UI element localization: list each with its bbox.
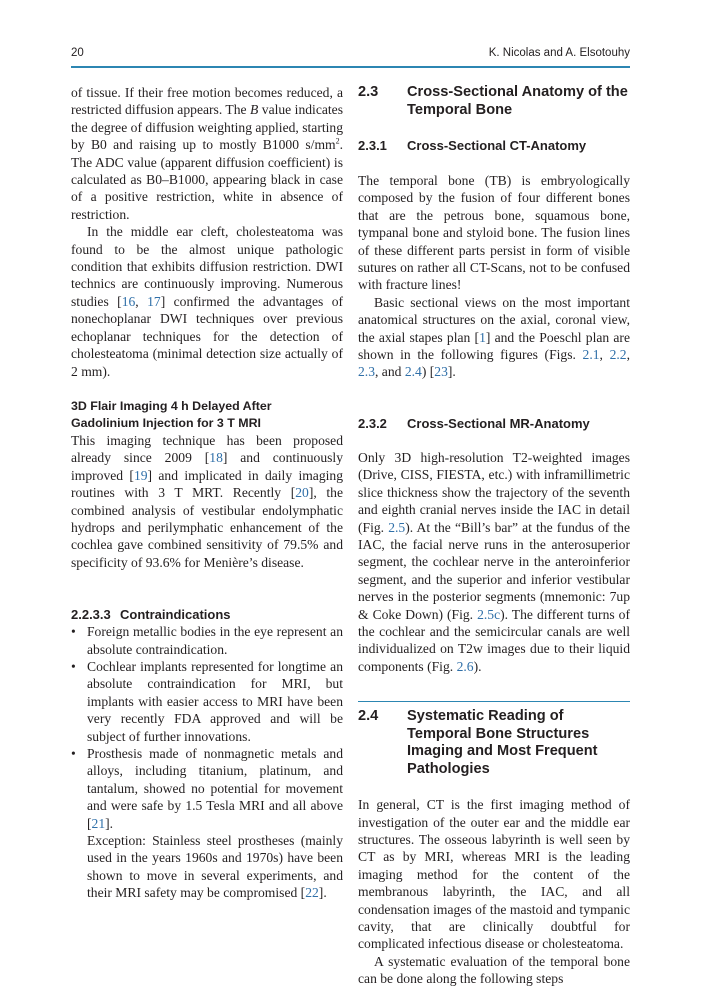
- section-number: 2.3.2: [358, 415, 387, 431]
- paragraph-diffusion: of tissue. If their free motion becomes reduced, a restricted diffusion appears. The B value indicates the degree of diffusion weighting applied, starting by B0 and raising up to mostly B1000 $s/mm^2$. The ADC value (apparent diffusion coefficient) is calculated as B0–B1000, appearing black in case of a positive restriction, white in absence of restriction.: [71, 85, 343, 222]
- running-head-authors: K. Nicolas and A. Elsotouhy: [488, 47, 630, 59]
- citation-23[interactable]: 23: [434, 364, 448, 380]
- figure-link-2-3[interactable]: 2.3: [358, 364, 375, 380]
- figure-link-2-1[interactable]: 2.1: [582, 347, 600, 363]
- section-heading-2-4: [358, 708, 630, 778]
- list-item: • Cochlear implants represented for longtime an absolute contraindication for MRI, but implants with easier access to MRI have been very recently FDA approved and will be subject of further innovations.: [71, 658, 343, 745]
- figure-link-2-5[interactable]: 2.5: [388, 519, 406, 535]
- section-title: Systematic Reading of Temporal Bone Structures Imaging and Most Frequent Pathologies: [407, 708, 598, 777]
- left-column: [71, 84, 343, 902]
- figure-link-2-5c[interactable]: 2.5c: [477, 606, 501, 622]
- section-heading-2-3-1: [358, 137, 630, 154]
- section-number: 2.2.3.3: [71, 607, 111, 623]
- runin-heading-3d-flair: 3D Flair Imaging 4 h Delayed After Gadolinium Injection for 3 T MRI: [71, 398, 272, 430]
- citation-18[interactable]: 18: [209, 450, 223, 466]
- paragraph-temporal-bone: The temporal bone (TB) is embryologically composed by the fusion of four different bones that are the petrous bone, squamous bone, tympanal bone and styloid bone. The fusion lines of these different parts persist in form of visible sutures on rather all CT-Scans, not to be confused with fracture lines!: [358, 173, 630, 293]
- citation-20[interactable]: 20: [295, 485, 309, 501]
- exception-note: Exception: Stainless steel prostheses (mainly used in the years 1960s and 1970s) have been shown to move in several experiments, and their MRI safety may be compromised [22].: [87, 833, 343, 901]
- section-title: Cross-Sectional Anatomy of the Temporal Bone: [407, 84, 628, 118]
- section-number: 2.3.1: [358, 138, 387, 153]
- citation-1[interactable]: 1: [479, 329, 486, 345]
- citation-21[interactable]: 21: [91, 815, 106, 831]
- paragraph-3d-flair: This imaging technique has been proposed already since 2009 [18] and continuously improved [19] and implicated in daily imaging routines with 3 T MRT. Recently [20], the combined analysis of vestibular endolymphatic hydrops and perilymphatic enhancement of the cochlea gave combined sensitivity of 79.5% and specificity of 93.6% for Menière’s disease.: [71, 432, 343, 570]
- paragraph-ct-mri: In general, CT is the first imaging method of investigation of the outer ear and the middle ear structures. The osseous labyrinth is well seen by CT as by MRI, whereas MRI is the leading imaging method for the content of the membranous labyrinth, the IAC, and all condensation images of the mastoid and tympanic cavity, that are clinically doubtful for complicated infectious disease or cholesteatoma.: [358, 797, 630, 952]
- page-number: 20: [71, 47, 84, 59]
- section-title: Contraindications: [120, 607, 231, 623]
- running-header: [71, 46, 630, 64]
- header-rule: [71, 66, 630, 68]
- right-column: [358, 84, 630, 988]
- citation-22[interactable]: 22: [305, 885, 319, 901]
- section-title: Cross-Sectional MR-Anatomy: [407, 415, 590, 431]
- figure-link-2-4[interactable]: 2.4: [404, 364, 422, 380]
- figure-link-2-2[interactable]: 2.2: [609, 347, 627, 363]
- section-heading-2-3-2: [358, 415, 630, 432]
- citation-19[interactable]: 19: [133, 467, 148, 483]
- figure-link-2-6[interactable]: 2.6: [456, 658, 474, 674]
- list-item: • Prosthesis made of nonmagnetic metals and alloys, including titanium, platinum, and tantalum, showed no potential for movement and were safe by 1.5 Tesla MRI and all above [21]. Exception: Stainless steel prostheses (mainly used in the years 1960s and 1970s) have been shown to move in several experiments, and their MRI safety may be compromised [22].: [71, 745, 343, 902]
- section-heading-contraindications: [71, 606, 343, 623]
- section-heading-2-3: [358, 84, 630, 119]
- citation-17[interactable]: 17: [147, 293, 161, 309]
- section-number: 2.3: [358, 84, 379, 100]
- contraindications-list: [71, 623, 343, 902]
- paragraph-sectional-views: Basic sectional views on the most important anatomical structures on the axial, coronal view, the axial stapes plan [1] and the Poeschl plan are shown in the following figures (Figs. 2.1, 2.2, 2.3, and 2.4) [23].: [358, 294, 631, 380]
- list-item: • Foreign metallic bodies in the eye represent an absolute contraindication.: [71, 623, 343, 658]
- citation-16[interactable]: 16: [121, 293, 136, 309]
- section-number: 2.4: [358, 708, 379, 725]
- section-title: Cross-Sectional CT-Anatomy: [407, 138, 587, 153]
- paragraph-systematic-evaluation: A systematic evaluation of the temporal bone can be done along the following steps: [358, 953, 630, 987]
- paragraph-middle-ear: In the middle ear cleft, cholesteatoma was found to be the almost unique pathologic condition that exhibits diffusion restriction. DWI technics are continuously improving. Numerous studies [16, 17] confirmed the advantages of nonechoplanar DWI techniques over previous echoplanar techniques for the detection of cholesteatoma (minimal detection size actually of 2 mm).: [71, 224, 344, 379]
- paragraph-mr-anatomy: Only 3D high-resolution T2-weighted images (Drive, CISS, FIESTA, etc.) with inframillimetric slice thickness show the trajectory of the seventh and eighth cranial nerves inside the IAC in detail (Fig. 2.5). At the “Bill’s bar” at the fundus of the IAC, the facial nerve runs in the anterosuperior segment, the cochlear nerve in the anteroinferior segment, and the superior and inferior vestibular nerves in the posterior segments (mnemonic: 7up & Coke Down) (Fig. 2.5c). The different turns of the cochlear and the semicircular canals are well individualized on T2w images due to their liquid components (Fig. 2.6).: [358, 449, 631, 674]
